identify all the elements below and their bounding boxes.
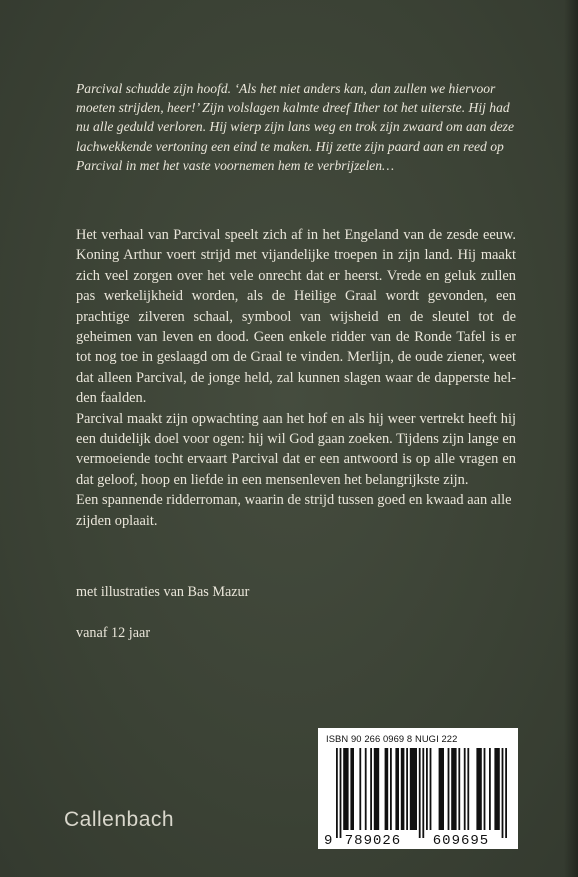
barcode-bar: [410, 748, 417, 830]
barcode-guard-bar: [505, 748, 507, 838]
barcode-bar: [401, 748, 405, 830]
barcode-bar: [484, 748, 486, 830]
barcode-bars: [336, 748, 507, 838]
barcode-bar: [476, 748, 481, 830]
age-indication: vanaf 12 jaar: [76, 625, 151, 641]
description-paragraph: Parcival maakt zijn opwachting aan het hof en als hij weer vertrekt heeft hij een duidelijk doel voor ogen: hij wil God gaan zoeken. Tijdens zijn lange en vermoeiende tocht ervaart Parcival dat er een antwoord is op alle vragen en dat geloof, hoop en liefde in een mensenleven het belangrijkste zijn.: [76, 410, 516, 488]
barcode-bar: [430, 748, 432, 830]
ean-barcode: [318, 728, 518, 849]
barcode-label: [318, 728, 518, 849]
barcode-guard-bar: [419, 748, 421, 838]
barcode-bar: [489, 748, 491, 830]
barcode-bar: [451, 748, 456, 830]
description-paragraph: Een spannende ridderroman, waarin de strijd tussen goed en kwaad aan alle zijden oplaait.: [76, 492, 512, 529]
barcode-bar: [406, 748, 408, 830]
ean-first-digit: 9: [324, 833, 333, 849]
barcode-guard-bar: [340, 748, 342, 838]
barcode-guard-bar: [422, 748, 424, 838]
ean-left-digits: 789026: [344, 833, 402, 849]
barcode-bar: [448, 748, 450, 830]
excerpt-quote: Parcival schudde zijn hoofd. ‘Als het niet anders kan, dan zullen we hiervoor moeten strijden, heer!’ Zijn volslagen kalmte dreef Ither tot het uiterste. Hij had nu alle geduld verloren. Hij wierp zijn lans weg en trok zijn zwaard om aan deze lachwekkende vertoning een eind te maken. Hij zette zijn paard aan en reed op Parcival in met het vaste voornemen hem te verbrijzelen…: [76, 81, 514, 173]
barcode-bar: [365, 748, 367, 830]
barcode-bar: [350, 748, 354, 830]
barcode-guard-bar: [502, 748, 504, 838]
barcode-bar: [426, 748, 428, 830]
publisher-logo: Callenbach: [64, 808, 175, 831]
cover-edge-shadow: [564, 0, 578, 877]
barcode-bar: [343, 748, 348, 830]
barcode-bar: [458, 748, 460, 830]
barcode-bar: [370, 748, 372, 830]
barcode-bar: [374, 748, 379, 830]
barcode-guard-bar: [336, 748, 338, 838]
book-description: [76, 225, 516, 531]
barcode-bar: [467, 748, 469, 830]
isbn-text: ISBN 90 266 0969 8 NUGI 222: [326, 733, 458, 744]
barcode-bar: [439, 748, 444, 830]
barcode-bar: [359, 748, 361, 830]
barcode-bar: [385, 748, 389, 830]
barcode-bar: [464, 748, 466, 830]
barcode-bar: [390, 748, 392, 830]
barcode-bar: [395, 748, 399, 830]
illustrator-credit: met illustraties van Bas Mazur: [76, 584, 250, 600]
ean-right-digits: 609695: [432, 833, 490, 849]
description-paragraph: Het verhaal van Parcival speelt zich af in het Engeland van de zesde eeuw. Koning Arthur voert strijd met vijandelijke troepen in zijn land. Hij maakt zich veel zorgen over het vele onrecht dat er heerst. Vrede en geluk zullen pas werkelijkheid worden, als de Heilige Graal wordt gevonden, een prachtige zilveren schaal, symbool van wijsheid en de sleutel tot de geheimen van leven en dood. Geen enkele ridder van de Ronde Tafel is er tot nog toe in geslaagd om de Graal te vinden. Merlijn, de oude ziener, weet dat alleen Parcival, de jonge held, zal kunnen slagen waar de dapperste helden faalden.: [76, 227, 516, 407]
barcode-bar: [494, 748, 499, 830]
